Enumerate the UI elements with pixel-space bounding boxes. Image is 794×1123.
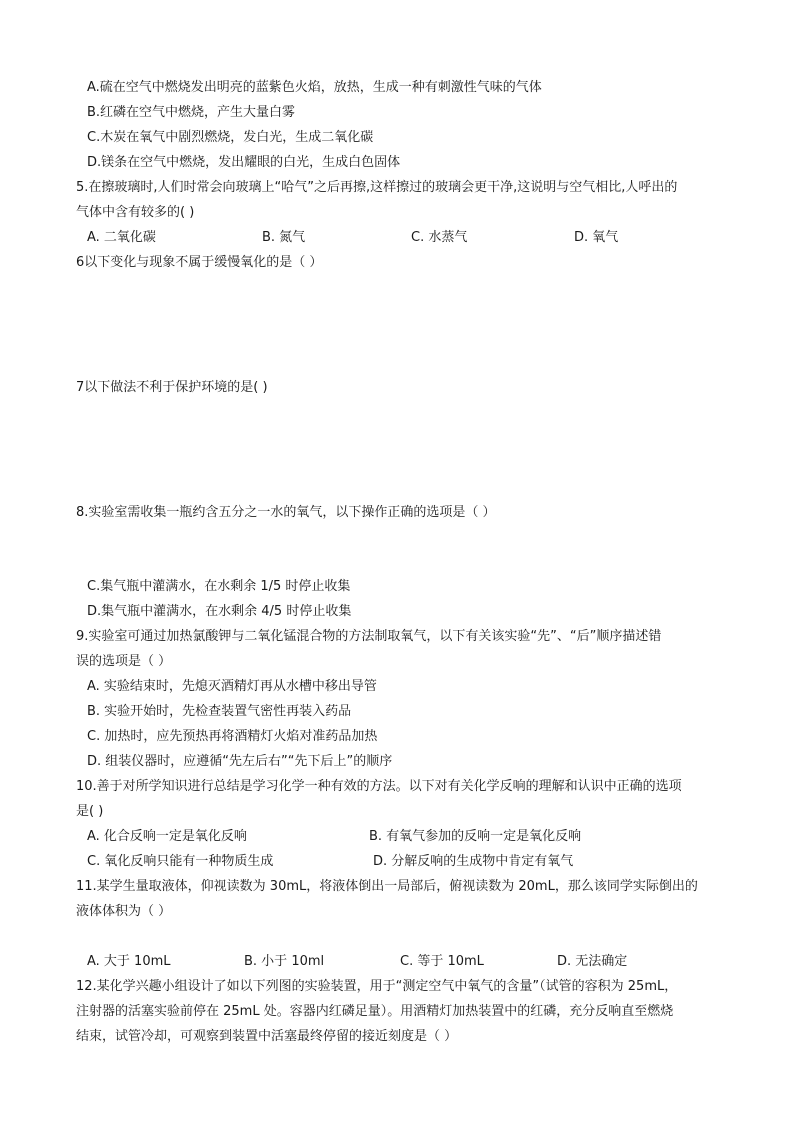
q9-option-a: A. 实验结束时，先熄灭酒精灯再从水槽中移出导管: [87, 679, 377, 694]
q4-option-c: C.木炭在氧气中剧烈燃烧，发白光，生成二氧化碳: [87, 130, 374, 145]
q4-option-d: D.镁条在空气中燃烧，发出耀眼的白光，生成白色固体: [87, 155, 401, 170]
q5-stem-line1: 5.在擦玻璃时,人们时常会向玻璃上“哈气”之后再擦,这样擦过的玻璃会更干净,这说明与空气相比,人呼出的: [76, 180, 678, 195]
q9-option-d: D. 组装仪器时，应遵循“先左后右”“先下后上”的顺序: [87, 754, 393, 769]
q10-stem-line2: 是( ): [76, 804, 104, 819]
q12-stem-line3: 结束，试管冷却，可观察到装置中活塞最终停留的接近刻度是（ ）: [76, 1029, 458, 1044]
q11-option-c: C. 等于 10mL: [400, 954, 484, 969]
q4-option-b: B.红磷在空气中燃烧，产生大量白雾: [87, 105, 296, 120]
q9-option-b: B. 实验开始时，先检查装置气密性再装入药品: [87, 704, 352, 719]
q5-option-c: C. 水蒸气: [411, 230, 468, 245]
q7-stem: 7以下做法不利于保护环境的是( ): [76, 380, 268, 395]
q9-option-c: C. 加热时，应先预热再将酒精灯火焰对准药品加热: [87, 729, 378, 744]
q12-stem-line2: 注射器的活塞实验前停在 25mL 处。容器内红磷足量）。用酒精灯加热装置中的红磷，充分反响直至燃烧: [76, 1004, 674, 1019]
q8-stem: 8.实验室需收集一瓶约含五分之一水的氧气，以下操作正确的选项是（ ）: [76, 505, 496, 520]
q5-option-d: D. 氧气: [574, 230, 619, 245]
q11-option-b: B. 小于 10ml: [244, 954, 325, 969]
q11-stem-line1: 11.某学生量取液体，仰视读数为 30mL，将液体倒出一局部后，俯视读数为 20mL，那么该同学实际倒出的: [76, 879, 698, 894]
q10-stem-line1: 10.善于对所学知识进行总结是学习化学一种有效的方法。以下对有关化学反响的理解和认识中正确的选项: [76, 779, 682, 794]
q11-option-a: A. 大于 10mL: [87, 954, 171, 969]
q12-stem-line1: 12.某化学兴趣小组设计了如以下列图的实验装置，用于“测定空气中氧气的含量”（试管的容积为 25mL，: [76, 979, 678, 994]
q9-stem-line2: 误的选项是（ ）: [76, 654, 172, 669]
q10-option-a: A. 化合反响一定是氧化反响: [87, 829, 247, 844]
q8-option-c: C.集气瓶中灌满水，在水剩余 1/5 时停止收集: [87, 579, 351, 594]
q10-option-d: D. 分解反响的生成物中肯定有氧气: [373, 854, 574, 869]
q11-stem-line2: 液体体积为（ ）: [76, 904, 172, 919]
q4-option-a: A.硫在空气中燃烧发出明亮的蓝紫色火焰，放热，生成一种有刺激性气味的气体: [87, 80, 542, 95]
q5-option-b: B. 氮气: [262, 230, 306, 245]
q10-option-b: B. 有氧气参加的反响一定是氧化反响: [369, 829, 582, 844]
q11-option-d: D. 无法确定: [557, 954, 628, 969]
q5-option-a: A. 二氧化碳: [87, 230, 156, 245]
q5-stem-line2: 气体中含有较多的( ): [76, 205, 195, 220]
q10-option-c: C. 氧化反响只能有一种物质生成: [87, 854, 274, 869]
q8-option-d: D.集气瓶中灌满水，在水剩余 4/5 时停止收集: [87, 604, 352, 619]
q6-stem: 6以下变化与现象不属于缓慢氧化的是（ ）: [76, 255, 323, 270]
q9-stem-line1: 9.实验室可通过加热氯酸钾与二氧化锰混合物的方法制取氧气，以下有关该实验“先”、“后”顺序描述错: [76, 629, 662, 644]
